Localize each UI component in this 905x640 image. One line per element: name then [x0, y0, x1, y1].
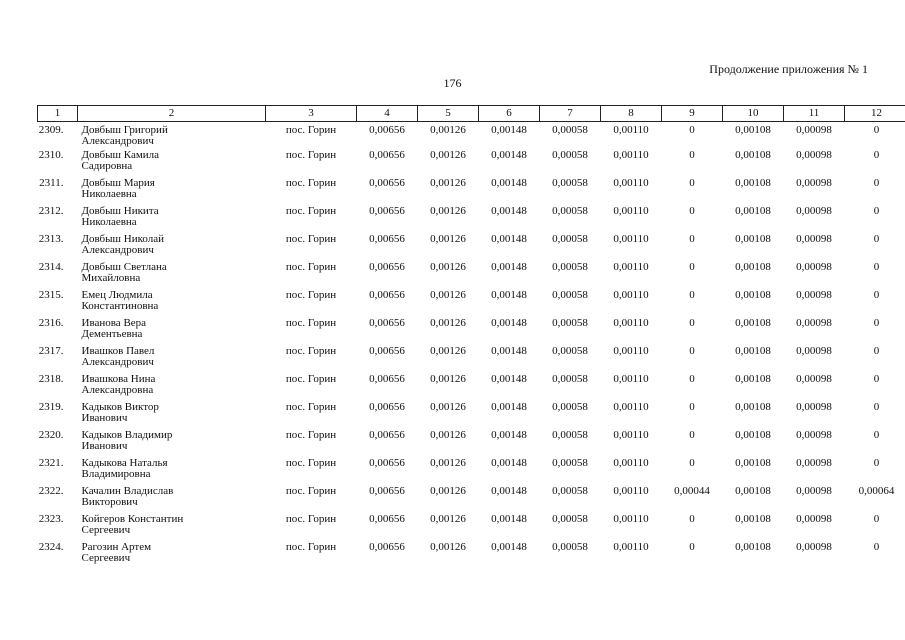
row-number: 2320. [38, 428, 64, 441]
page-number: 176 [443, 76, 462, 90]
settlement: пос. Горин [285, 148, 337, 161]
name-line-first: Ивашков Павел [81, 344, 155, 357]
table-row [38, 486, 905, 514]
value-col-7: 0,00058 [552, 344, 588, 357]
value-col-11: 0,00098 [796, 484, 832, 497]
column-header-5: 5 [418, 106, 479, 122]
value-col-10: 0,00108 [735, 428, 771, 441]
name-line-first: Рагозин Артем [81, 540, 152, 553]
column-header-7: 7 [540, 106, 601, 122]
name-line-first: Качалин Владислав [81, 484, 174, 497]
value-col-9: 0 [689, 344, 695, 357]
value-col-12: 0,00064 [858, 484, 895, 497]
value-col-9: 0 [689, 260, 695, 273]
row-number: 2324. [38, 540, 64, 553]
name-line-first: Кадыков Владимир [81, 428, 173, 441]
value-col-12: 0 [873, 540, 880, 553]
row-number: 2318. [38, 372, 64, 385]
header-row [38, 106, 905, 122]
value-col-5: 0,00126 [430, 124, 466, 136]
settlement: пос. Горин [285, 232, 337, 245]
column-header-8: 8 [601, 106, 662, 122]
table-row [38, 430, 905, 458]
value-col-10: 0,00108 [735, 400, 771, 413]
value-col-10: 0,00108 [735, 124, 771, 136]
row-number: 2321. [38, 456, 64, 469]
value-col-11: 0,00098 [796, 232, 832, 245]
value-col-8: 0,00110 [613, 344, 649, 357]
value-col-8: 0,00110 [613, 484, 649, 497]
name-line-first: Довбыш Никита [81, 204, 159, 217]
value-col-11: 0,00098 [796, 344, 832, 357]
value-col-12: 0 [873, 124, 880, 136]
value-col-12: 0 [873, 372, 880, 385]
value-col-12: 0 [873, 176, 880, 189]
value-col-7: 0,00058 [552, 484, 588, 497]
value-col-10: 0,00108 [735, 316, 771, 329]
value-col-9: 0 [689, 124, 695, 136]
value-col-4: 0,00656 [369, 204, 405, 217]
table-row [38, 458, 905, 486]
value-col-12: 0 [873, 428, 880, 441]
settlement: пос. Горин [285, 176, 337, 189]
value-col-6: 0,00148 [491, 344, 527, 357]
table-row [38, 178, 905, 206]
value-col-9: 0 [689, 372, 695, 385]
value-col-5: 0,00126 [430, 260, 466, 273]
value-col-6: 0,00148 [491, 176, 527, 189]
value-col-5: 0,00126 [430, 512, 466, 525]
column-header-2: 2 [78, 106, 266, 122]
table-row [38, 262, 905, 290]
table-row [38, 122, 905, 150]
value-col-10: 0,00108 [735, 344, 771, 357]
column-header-4: 4 [357, 106, 418, 122]
value-col-8: 0,00110 [613, 260, 649, 273]
name-line-second: Михайловна [81, 271, 141, 284]
settlement: пос. Горин [285, 512, 337, 525]
person-name [78, 262, 266, 290]
value-col-9: 0 [689, 540, 695, 553]
person-name [78, 234, 266, 262]
value-col-8: 0,00110 [613, 428, 649, 441]
value-col-7: 0,00058 [552, 428, 588, 441]
value-col-7: 0,00058 [552, 260, 588, 273]
value-col-11: 0,00098 [796, 124, 832, 136]
value-col-12: 0 [873, 344, 880, 357]
value-col-11: 0,00098 [796, 372, 832, 385]
data-table [37, 105, 905, 570]
table-row [38, 346, 905, 374]
settlement: пос. Горин [285, 124, 337, 136]
person-name [78, 402, 266, 430]
value-col-12: 0 [873, 316, 880, 329]
value-col-5: 0,00126 [430, 372, 466, 385]
value-col-4: 0,00656 [369, 540, 405, 553]
table-row [38, 402, 905, 430]
settlement: пос. Горин [285, 344, 337, 357]
value-col-7: 0,00058 [552, 288, 588, 301]
value-col-7: 0,00058 [552, 400, 588, 413]
person-name [78, 318, 266, 346]
name-line-second: Александрович [81, 355, 154, 368]
value-col-6: 0,00148 [491, 484, 527, 497]
value-col-7: 0,00058 [552, 512, 588, 525]
value-col-11: 0,00098 [796, 176, 832, 189]
value-col-6: 0,00148 [491, 540, 527, 553]
row-number: 2313. [38, 232, 64, 245]
value-col-4: 0,00656 [369, 400, 405, 413]
name-line-second: Владимировна [81, 467, 151, 480]
value-col-9: 0 [689, 148, 695, 161]
value-col-8: 0,00110 [613, 456, 649, 469]
value-col-7: 0,00058 [552, 204, 588, 217]
value-col-10: 0,00108 [735, 512, 771, 525]
person-name [78, 122, 266, 150]
row-number: 2314. [38, 260, 64, 273]
value-col-11: 0,00098 [796, 260, 832, 273]
value-col-8: 0,00110 [613, 540, 649, 553]
name-line-first: Довбыш Светлана [81, 260, 167, 273]
value-col-11: 0,00098 [796, 428, 832, 441]
person-name [78, 374, 266, 402]
value-col-4: 0,00656 [369, 260, 405, 273]
settlement: пос. Горин [285, 288, 337, 301]
value-col-11: 0,00098 [796, 204, 832, 217]
settlement: пос. Горин [285, 400, 337, 413]
name-line-second: Николаевна [81, 187, 137, 200]
value-col-12: 0 [873, 456, 880, 469]
value-col-11: 0,00098 [796, 148, 832, 161]
person-name [78, 514, 266, 542]
value-col-6: 0,00148 [491, 456, 527, 469]
name-line-first: Кадыков Виктор [81, 400, 159, 413]
name-line-first: Довбыш Камила [81, 148, 160, 161]
name-line-second: Садировна [81, 159, 133, 172]
row-number: 2311. [39, 176, 64, 189]
value-col-9: 0 [689, 204, 695, 217]
value-col-6: 0,00148 [491, 372, 527, 385]
value-col-8: 0,00110 [613, 400, 649, 413]
value-col-6: 0,00148 [491, 400, 527, 413]
value-col-10: 0,00108 [735, 484, 771, 497]
value-col-9: 0 [689, 512, 695, 525]
person-name [78, 206, 266, 234]
value-col-5: 0,00126 [430, 540, 466, 553]
value-col-11: 0,00098 [796, 456, 832, 469]
value-col-11: 0,00098 [796, 316, 832, 329]
value-col-10: 0,00108 [735, 540, 771, 553]
person-name [78, 178, 266, 206]
row-number: 2322. [38, 484, 64, 497]
value-col-4: 0,00656 [369, 316, 405, 329]
name-line-first: Кадыкова Наталья [81, 456, 168, 469]
value-col-8: 0,00110 [613, 372, 649, 385]
column-header-3: 3 [266, 106, 357, 122]
value-col-10: 0,00108 [735, 288, 771, 301]
value-col-6: 0,00148 [491, 288, 527, 301]
value-col-7: 0,00058 [552, 148, 588, 161]
value-col-4: 0,00656 [369, 124, 405, 136]
value-col-5: 0,00126 [430, 400, 466, 413]
table-row [38, 318, 905, 346]
value-col-8: 0,00110 [613, 288, 649, 301]
value-col-6: 0,00148 [491, 232, 527, 245]
table-row [38, 234, 905, 262]
value-col-5: 0,00126 [430, 288, 466, 301]
name-line-second: Константиновна [81, 299, 159, 312]
column-header-10: 10 [723, 106, 784, 122]
value-col-6: 0,00148 [491, 316, 527, 329]
value-col-6: 0,00148 [491, 124, 527, 136]
value-col-6: 0,00148 [491, 148, 527, 161]
value-col-9: 0 [689, 316, 695, 329]
value-col-8: 0,00110 [613, 512, 649, 525]
settlement: пос. Горин [285, 260, 337, 273]
value-col-10: 0,00108 [735, 176, 771, 189]
value-col-8: 0,00110 [613, 176, 649, 189]
name-line-second: Викторович [81, 495, 138, 508]
settlement: пос. Горин [285, 540, 337, 553]
name-line-second: Николаевна [81, 215, 137, 228]
name-line-second: Александрович [81, 135, 154, 147]
value-col-12: 0 [873, 512, 880, 525]
table-row [38, 206, 905, 234]
table-row [38, 150, 905, 178]
value-col-4: 0,00656 [369, 428, 405, 441]
value-col-10: 0,00108 [735, 260, 771, 273]
value-col-9: 0 [689, 176, 695, 189]
value-col-9: 0 [689, 400, 695, 413]
value-col-12: 0 [873, 232, 880, 245]
row-number: 2316. [38, 316, 64, 329]
table-row [38, 514, 905, 542]
value-col-7: 0,00058 [552, 540, 588, 553]
value-col-9: 0 [689, 232, 695, 245]
value-col-4: 0,00656 [369, 372, 405, 385]
person-name [78, 430, 266, 458]
value-col-5: 0,00126 [430, 232, 466, 245]
value-col-8: 0,00110 [613, 316, 649, 329]
value-col-12: 0 [873, 288, 880, 301]
table-row [38, 542, 905, 570]
value-col-5: 0,00126 [430, 148, 466, 161]
value-col-11: 0,00098 [796, 512, 832, 525]
value-col-10: 0,00108 [735, 456, 771, 469]
person-name [78, 458, 266, 486]
value-col-5: 0,00126 [430, 484, 466, 497]
name-line-first: Довбыш Мария [81, 176, 155, 189]
table-row [38, 290, 905, 318]
value-col-10: 0,00108 [735, 372, 771, 385]
row-number: 2310. [38, 148, 64, 161]
person-name [78, 486, 266, 514]
value-col-12: 0 [873, 204, 880, 217]
appendix-continuation-note: Продолжение приложения № 1 [709, 62, 868, 76]
row-number: 2319. [38, 400, 64, 413]
value-col-4: 0,00656 [369, 176, 405, 189]
person-name [78, 346, 266, 374]
value-col-6: 0,00148 [491, 428, 527, 441]
value-col-9: 0,00044 [674, 484, 710, 497]
value-col-6: 0,00148 [491, 512, 527, 525]
value-col-7: 0,00058 [552, 316, 588, 329]
settlement: пос. Горин [285, 456, 337, 469]
name-line-second: Александровна [81, 383, 154, 396]
name-line-second: Сергеевич [81, 523, 131, 536]
person-name [78, 290, 266, 318]
value-col-12: 0 [873, 400, 880, 413]
value-col-4: 0,00656 [369, 512, 405, 525]
value-col-4: 0,00656 [369, 484, 405, 497]
value-col-9: 0 [689, 456, 695, 469]
person-name [78, 150, 266, 178]
value-col-12: 0 [873, 148, 880, 161]
value-col-8: 0,00110 [613, 232, 649, 245]
settlement: пос. Горин [285, 428, 337, 441]
settlement: пос. Горин [285, 484, 337, 497]
value-col-9: 0 [689, 288, 695, 301]
value-col-5: 0,00126 [430, 176, 466, 189]
name-line-first: Ивашкова Нина [81, 372, 156, 385]
value-col-7: 0,00058 [552, 124, 588, 136]
value-col-5: 0,00126 [430, 204, 466, 217]
value-col-5: 0,00126 [430, 316, 466, 329]
name-line-second: Сергеевич [81, 551, 131, 564]
value-col-11: 0,00098 [796, 540, 832, 553]
settlement: пос. Горин [285, 372, 337, 385]
row-number: 2323. [38, 512, 64, 525]
settlement: пос. Горин [285, 316, 337, 329]
value-col-5: 0,00126 [430, 428, 466, 441]
value-col-10: 0,00108 [735, 204, 771, 217]
row-number: 2317. [38, 344, 64, 357]
name-line-first: Емец Людмила [81, 288, 153, 301]
name-line-first: Койгеров Константин [81, 512, 184, 525]
value-col-5: 0,00126 [430, 344, 466, 357]
value-col-9: 0 [689, 428, 695, 441]
value-col-7: 0,00058 [552, 372, 588, 385]
column-header-12: 12 [845, 106, 905, 122]
person-name [78, 542, 266, 570]
value-col-11: 0,00098 [796, 288, 832, 301]
value-col-7: 0,00058 [552, 456, 588, 469]
value-col-8: 0,00110 [613, 204, 649, 217]
name-line-first: Довбыш Николай [81, 232, 164, 245]
value-col-7: 0,00058 [552, 232, 588, 245]
name-line-second: Иванович [81, 439, 128, 452]
value-col-10: 0,00108 [735, 232, 771, 245]
row-number: 2309. [38, 124, 64, 136]
name-line-second: Александрович [81, 243, 154, 256]
column-header-11: 11 [784, 106, 845, 122]
settlement: пос. Горин [285, 204, 337, 217]
value-col-4: 0,00656 [369, 232, 405, 245]
value-col-6: 0,00148 [491, 260, 527, 273]
value-col-7: 0,00058 [552, 176, 588, 189]
row-number: 2312. [38, 204, 64, 217]
value-col-4: 0,00656 [369, 148, 405, 161]
value-col-10: 0,00108 [735, 148, 771, 161]
table-row [38, 374, 905, 402]
value-col-8: 0,00110 [613, 124, 649, 136]
name-line-second: Дементьевна [81, 327, 143, 340]
table-body [38, 122, 905, 570]
value-col-5: 0,00126 [430, 456, 466, 469]
value-col-12: 0 [873, 260, 880, 273]
value-col-11: 0,00098 [796, 400, 832, 413]
name-line-first: Довбыш Григорий [81, 124, 168, 136]
value-col-6: 0,00148 [491, 204, 527, 217]
row-number: 2315. [38, 288, 64, 301]
value-col-4: 0,00656 [369, 288, 405, 301]
value-col-4: 0,00656 [369, 344, 405, 357]
name-line-second: Иванович [81, 411, 128, 424]
column-header-1: 1 [38, 106, 78, 122]
value-col-8: 0,00110 [613, 148, 649, 161]
value-col-4: 0,00656 [369, 456, 405, 469]
column-header-9: 9 [662, 106, 723, 122]
name-line-first: Иванова Вера [81, 316, 147, 329]
column-header-6: 6 [479, 106, 540, 122]
